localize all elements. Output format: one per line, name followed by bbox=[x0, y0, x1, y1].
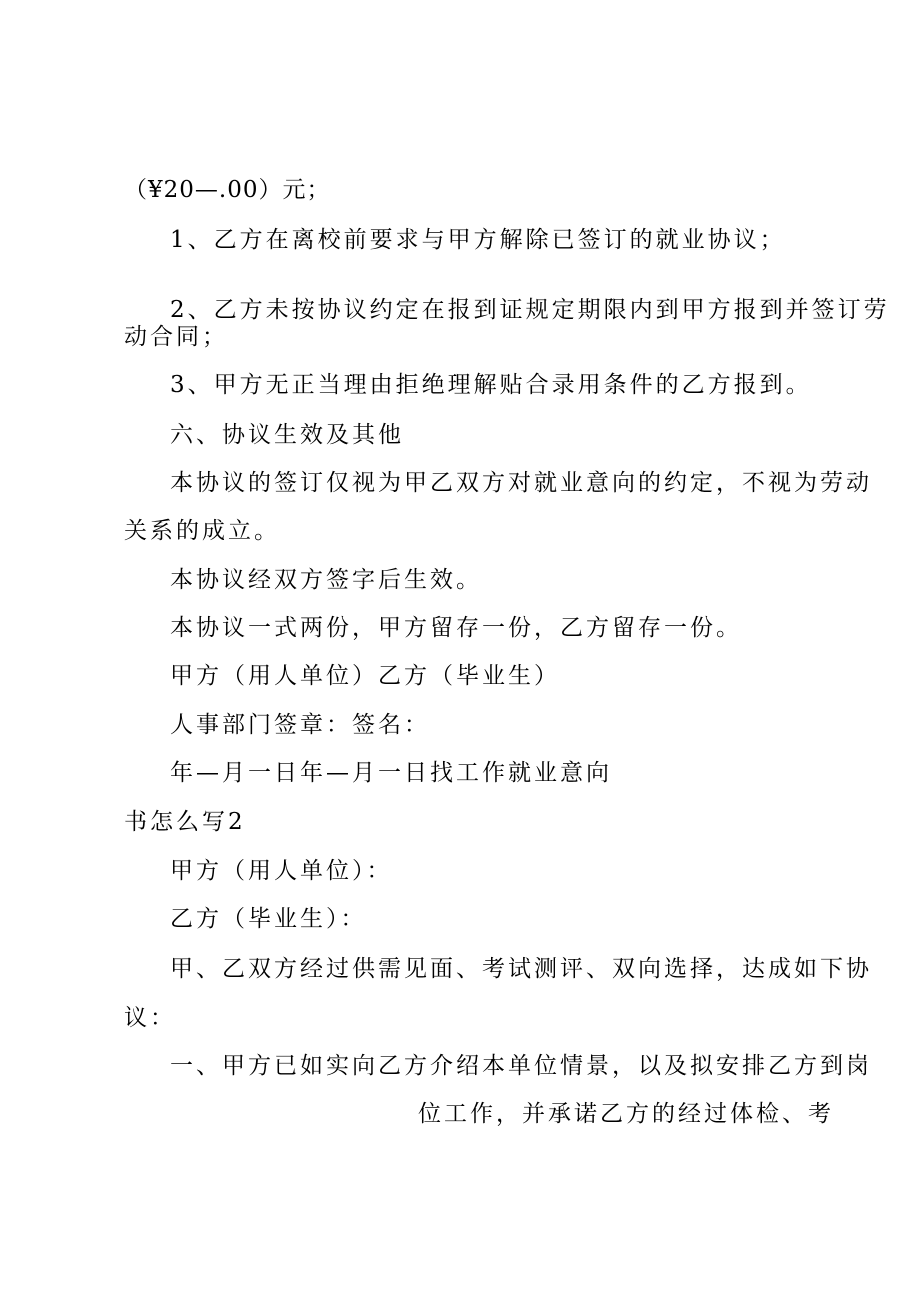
text-line: 书怎么写2 bbox=[124, 809, 246, 835]
parties-line: 甲方（用人单位）乙方（毕业生） bbox=[170, 663, 560, 689]
text-line: 3、甲方无正当理由拒绝理解贴合录用条件的乙方报到。 bbox=[170, 372, 812, 398]
signature-line: 人事部门签章：签名： bbox=[170, 712, 430, 738]
text-line: 一、甲方已如实向乙方介绍本单位情景，以及拟安排乙方到岗 bbox=[170, 1053, 872, 1079]
text-line: （¥20—.00）元； bbox=[124, 177, 331, 203]
text-line: 议： bbox=[124, 1005, 176, 1031]
text-line: 本协议的签订仅视为甲乙双方对就业意向的约定，不视为劳动 bbox=[170, 470, 872, 496]
text-line: 本协议一式两份，甲方留存一份，乙方留存一份。 bbox=[170, 615, 742, 641]
text-line: 本协议经双方签字后生效。 bbox=[170, 567, 482, 593]
text-line: 动合同； bbox=[124, 324, 228, 350]
party-b-line: 乙方（毕业生）： bbox=[170, 906, 367, 932]
text-line: 位工作，并承诺乙方的经过体检、考 bbox=[418, 1101, 834, 1127]
text-line: 关系的成立。 bbox=[124, 518, 280, 544]
section-heading: 六、协议生效及其他 bbox=[170, 422, 404, 448]
text-line: 2、乙方未按协议约定在报到证规定期限内到甲方报到并签订劳 bbox=[170, 297, 890, 323]
text-line: 甲、乙双方经过供需见面、考试测评、双向选择，达成如下协 bbox=[170, 956, 872, 982]
party-a-line: 甲方（用人单位）： bbox=[170, 858, 393, 884]
text-line: 1、乙方在离校前要求与甲方解除已签订的就业协议； bbox=[170, 227, 786, 253]
date-line: 年—月一日年—月一日找工作就业意向 bbox=[170, 760, 612, 786]
